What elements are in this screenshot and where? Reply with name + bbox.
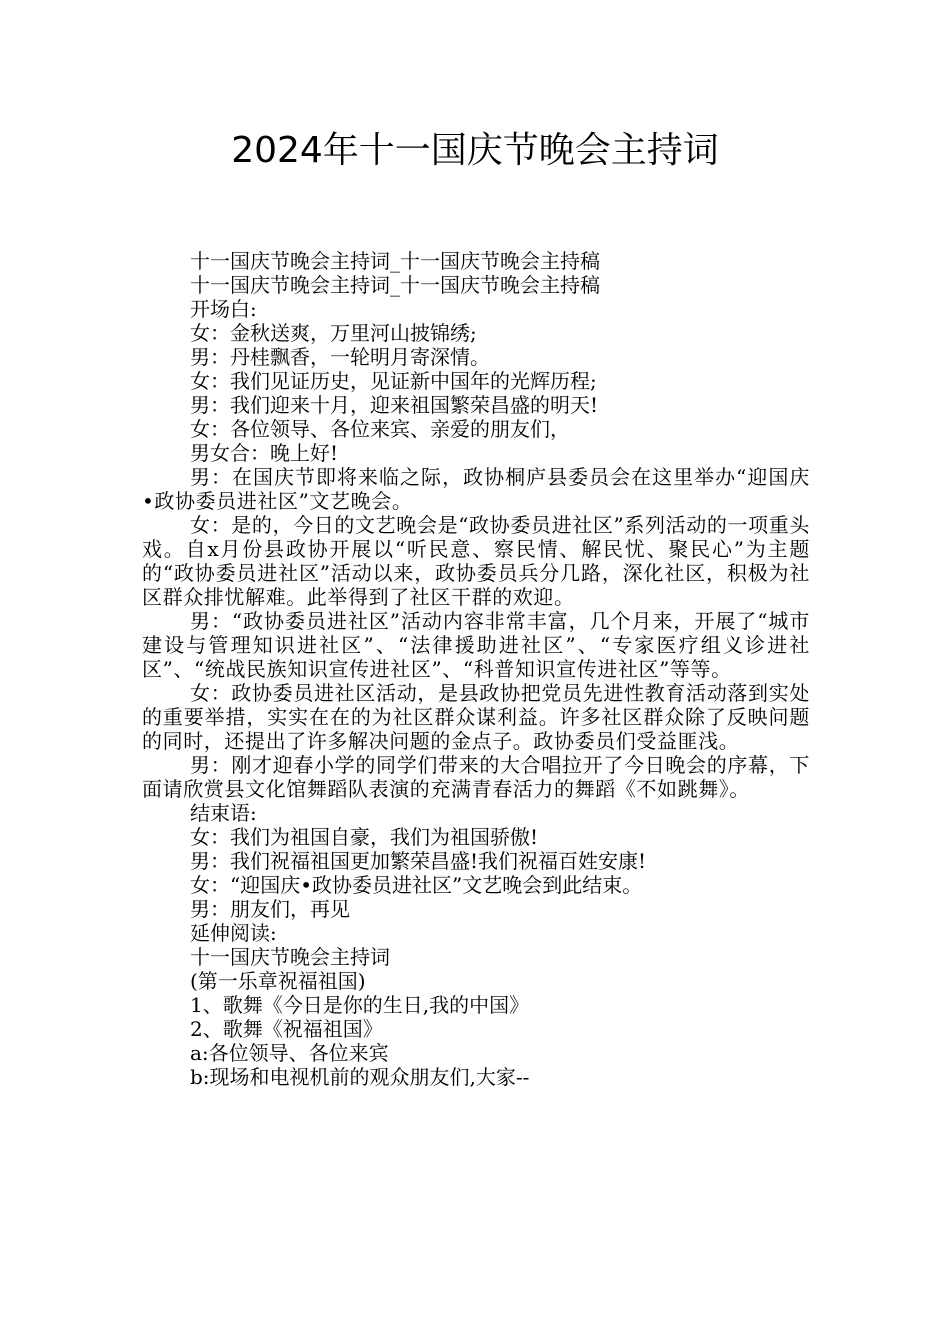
text-line: 男女合：晚上好! — [190, 441, 339, 465]
text-line: 女：金秋送爽，万里河山披锦绣; — [190, 321, 477, 345]
text-line: (第一乐章祝福祖国) — [190, 969, 366, 993]
text-line: 女：各位领导、各位来宾、亲爱的朋友们， — [190, 417, 570, 441]
text-line: 男：我们迎来十月，迎来祖国繁荣昌盛的明天! — [190, 393, 599, 417]
text-line: 女：我们见证历史，见证新中国年的光辉历程; — [190, 369, 597, 393]
text-line: 男：我们祝福祖国更加繁荣昌盛!我们祝福百姓安康! — [190, 849, 647, 873]
paragraph: 男：在国庆节即将来临之际，政协桐庐县委员会在这里举办“迎国庆•政协委员进社区”文艺晚会。 — [142, 465, 810, 513]
text-line: 1、歌舞《今日是你的生日,我的中国》 — [190, 993, 530, 1017]
document-body — [142, 249, 810, 1089]
text-line: 男：朋友们，再见 — [190, 897, 350, 921]
text-line: 开场白: — [190, 297, 257, 321]
text-line: a:各位领导、各位来宾 — [190, 1041, 389, 1065]
text-line: 女：“迎国庆•政协委员进社区”文艺晚会到此结束。 — [190, 873, 643, 897]
text-line: 十一国庆节晚会主持词_十一国庆节晚会主持稿 — [190, 273, 600, 297]
text-line: 男：丹桂飘香，一轮明月寄深情。 — [190, 345, 490, 369]
text-line: 十一国庆节晚会主持词 — [190, 945, 390, 969]
paragraph: 女：是的，今日的文艺晚会是“政协委员进社区”系列活动的一项重头戏。自x月份县政协开展以“听民意、察民情、解民忧、聚民心”为主题的“政协委员进社区”活动以来，政协委员兵分几路，深化社区，积极为社区群众排忧解难。此举得到了社区干群的欢迎。 — [142, 513, 810, 609]
document-title: 2024年十一国庆节晚会主持词 — [231, 130, 719, 171]
text-line: 女：我们为祖国自豪，我们为祖国骄傲! — [190, 825, 539, 849]
paragraph: 男：刚才迎春小学的同学们带来的大合唱拉开了今日晚会的序幕，下面请欣赏县文化馆舞蹈队表演的充满青春活力的舞蹈《不如跳舞》。 — [142, 753, 810, 801]
paragraph: 男：“政协委员进社区”活动内容非常丰富，几个月来，开展了“城市建设与管理知识进社区”、“法律援助进社区”、“专家医疗组义诊进社区”、“统战民族知识宣传进社区”、“科普知识宣传进社区”等等。 — [142, 609, 810, 681]
text-line: 十一国庆节晚会主持词_十一国庆节晚会主持稿 — [190, 249, 600, 273]
paragraph: 女：政协委员进社区活动，是县政协把党员先进性教育活动落到实处的重要举措，实实在在的为社区群众谋利益。许多社区群众除了反映问题的同时，还提出了许多解决问题的金点子。政协委员们受益匪浅。 — [142, 681, 810, 753]
text-line: b:现场和电视机前的观众朋友们,大家-- — [190, 1065, 530, 1089]
text-line: 结束语: — [190, 801, 257, 825]
text-line: 2、歌舞《祝福祖国》 — [190, 1017, 383, 1041]
text-line: 延伸阅读: — [190, 921, 277, 945]
